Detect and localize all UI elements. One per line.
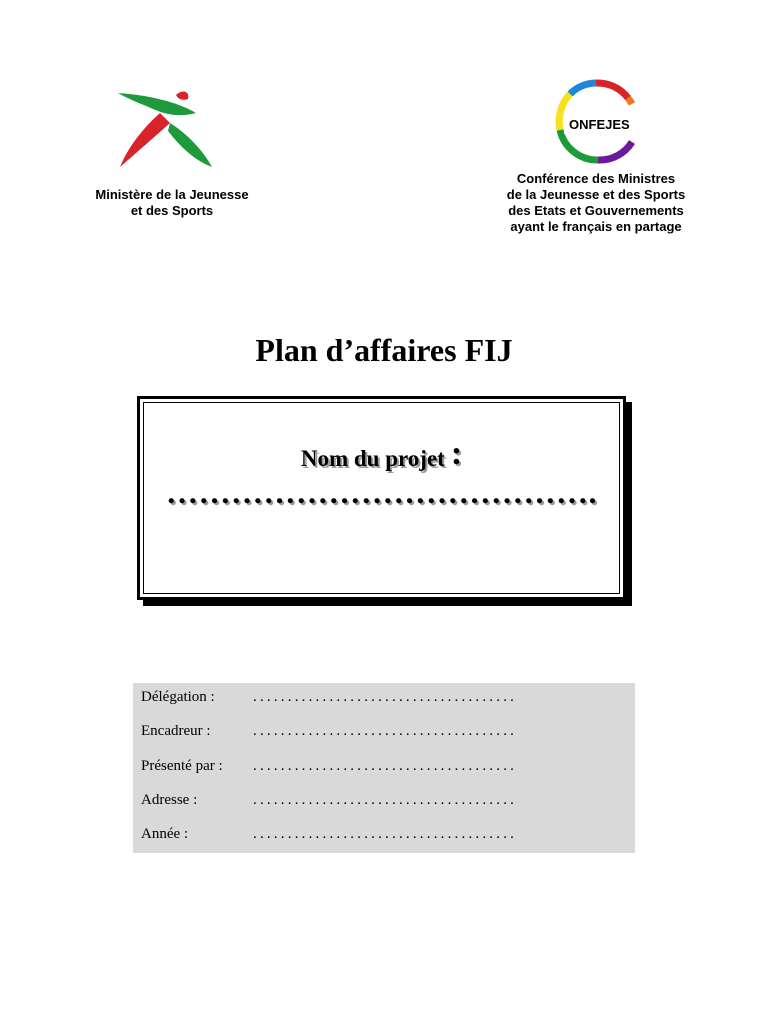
info-label: Présenté par : bbox=[141, 758, 223, 774]
info-fill-line[interactable]: ...................................... bbox=[253, 826, 518, 842]
confejes-caption-line: Conférence des Ministres bbox=[516, 171, 676, 186]
ministry-logo bbox=[110, 85, 220, 175]
ministry-caption-line: Ministère de la Jeunesse bbox=[95, 187, 249, 202]
info-label: Encadreur : bbox=[141, 723, 211, 739]
info-row-presente-par bbox=[141, 758, 631, 780]
project-name-label-line bbox=[140, 437, 623, 475]
info-row-delegation bbox=[141, 689, 631, 711]
info-fill-line[interactable]: ...................................... bbox=[253, 689, 518, 705]
project-name-box bbox=[137, 396, 626, 600]
project-name-colon: : bbox=[450, 435, 463, 472]
info-fill-line[interactable]: ...................................... bbox=[253, 758, 518, 774]
ministry-caption bbox=[72, 187, 272, 219]
info-fill-line[interactable]: ...................................... bbox=[253, 792, 518, 808]
confejes-caption-line: ayant le français en partage bbox=[510, 219, 682, 234]
info-row-annee bbox=[141, 826, 631, 848]
confejes-logo-text: ONFEJES bbox=[569, 117, 630, 132]
page-title: Plan d’affaires FIJ bbox=[255, 332, 513, 368]
info-label: Adresse : bbox=[141, 792, 198, 808]
confejes-logo bbox=[548, 74, 643, 169]
info-row-encadreur bbox=[141, 723, 631, 745]
info-fill-line[interactable]: ...................................... bbox=[253, 723, 518, 739]
confejes-caption-line: des Etats et Gouvernements bbox=[508, 203, 684, 218]
info-label: Année : bbox=[141, 826, 189, 842]
ministry-caption-line: et des Sports bbox=[130, 203, 214, 218]
info-table bbox=[133, 683, 635, 853]
project-name-label: Nom du projet bbox=[300, 446, 445, 471]
confejes-caption bbox=[480, 171, 712, 235]
info-row-adresse bbox=[141, 792, 631, 814]
ministry-star-logo-icon bbox=[110, 85, 220, 175]
confejes-ring-logo-icon bbox=[548, 74, 643, 169]
confejes-caption-line: de la Jeunesse et des Sports bbox=[506, 187, 686, 202]
project-name-placeholder[interactable]: …………………………………. bbox=[166, 474, 597, 510]
info-label: Délégation : bbox=[141, 689, 215, 705]
